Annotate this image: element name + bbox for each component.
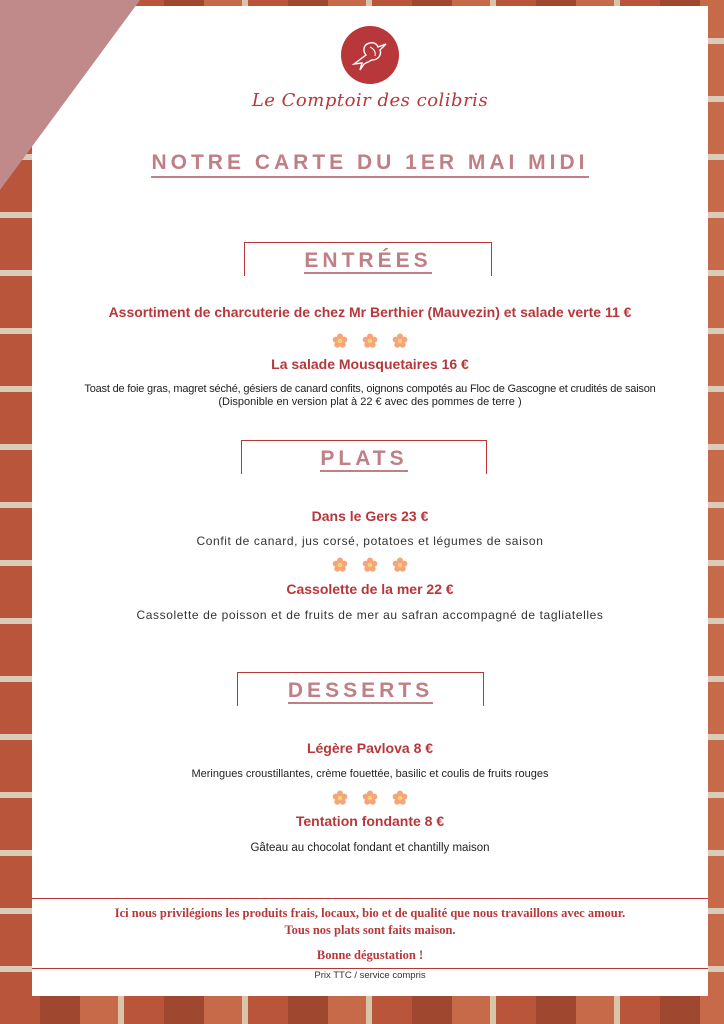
- menu-item-title: Assortiment de charcuterie de chez Mr Berthier (Mauvezin) et salade verte 11 €: [108, 304, 632, 320]
- footer-line: Ici nous privilégions les produits frais, locaux, bio et de qualité que nous travaillons avec amour.: [114, 906, 626, 920]
- menu-item-description: Confit de canard, jus corsé, potatoes et légumes de saison: [196, 534, 544, 548]
- flower-icon: [332, 790, 348, 806]
- menu-item-note: (Disponible en version plat à 22 € avec des pommes de terre ): [218, 396, 522, 408]
- flower-icon: [332, 557, 348, 573]
- footer-line: Tous nos plats sont faits maison.: [284, 923, 456, 937]
- price-note: Prix TTC / service compris: [314, 970, 426, 981]
- footer-closing: Bonne dégustation !: [316, 948, 424, 962]
- flower-icon: [362, 557, 378, 573]
- section-heading-entrees: ENTRÉES: [244, 242, 492, 276]
- footer-divider: [32, 898, 708, 899]
- menu-item-title: Cassolette de la mer 22 €: [286, 581, 454, 597]
- flower-divider: [32, 556, 708, 572]
- section-heading-desserts: DESSERTS: [237, 672, 484, 706]
- menu-item-title: La salade Mousquetaires 16 €: [271, 356, 469, 372]
- menu-item-title: Légère Pavlova 8 €: [306, 740, 434, 756]
- menu-item-title: Tentation fondante 8 €: [295, 813, 445, 829]
- menu-item-description: Cassolette de poisson et de fruits de mer au safran accompagné de tagliatelles: [136, 608, 604, 622]
- menu-item-description: Gâteau au chocolat fondant et chantilly maison: [250, 842, 490, 854]
- brand-name: Le Comptoir des colibris: [251, 90, 489, 111]
- flower-icon: [362, 790, 378, 806]
- flower-icon: [392, 333, 408, 349]
- menu-item-title: Dans le Gers 23 €: [311, 508, 429, 524]
- hummingbird-icon: [341, 26, 399, 84]
- flower-icon: [332, 333, 348, 349]
- flower-icon: [392, 790, 408, 806]
- corner-decoration: [0, 0, 140, 190]
- section-heading-plats: PLATS: [241, 440, 487, 474]
- page-title: NOTRE CARTE DU 1ER MAI MIDI: [32, 151, 708, 175]
- flower-icon: [392, 557, 408, 573]
- flower-divider: [32, 332, 708, 348]
- flower-icon: [362, 333, 378, 349]
- menu-item-description: Meringues croustillantes, crème fouettée, basilic et coulis de fruits rouges: [191, 768, 549, 780]
- flower-divider: [32, 789, 708, 805]
- menu-item-description: Toast de foie gras, magret séché, gésiers de canard confits, oignons compotés au Floc de Gascogne et crudités de saison: [84, 383, 656, 395]
- footer-divider: [32, 968, 708, 969]
